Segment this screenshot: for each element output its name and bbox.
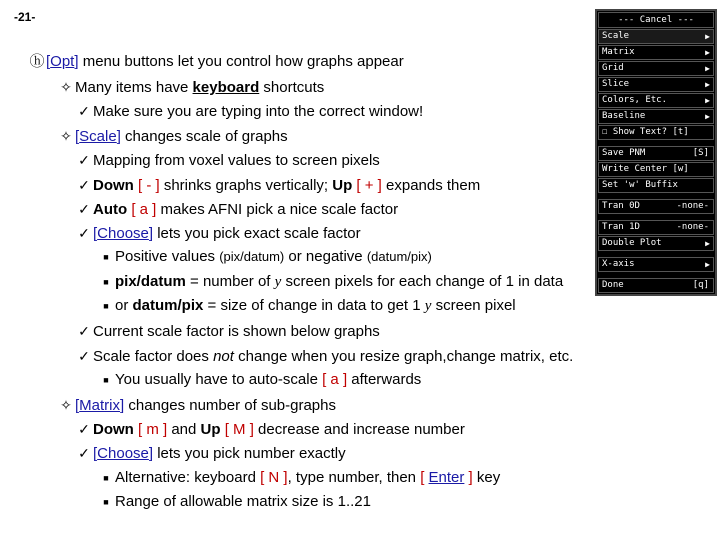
triangle-right-icon: ▶ — [705, 112, 710, 121]
bullet-pix-datum: ■ pix/datum = number of y screen pixels for each change of 1 in data — [97, 272, 563, 292]
bullet-alternative: ■ Alternative: keyboard [ N ], type number, then [ Enter ] key — [97, 468, 500, 488]
dot-bullet-icon: ■ — [103, 375, 109, 386]
bullet-correct-window: ✓ Make sure you are typing into the correct window! — [75, 101, 423, 122]
triangle-right-icon: ▶ — [705, 64, 710, 73]
opt-menu — [595, 9, 717, 296]
menu-item-matrix[interactable]: Matrix ▶ — [598, 45, 714, 60]
menu-item-show-text[interactable]: ☐ Show Text? [t] — [598, 125, 714, 140]
triangle-right-icon: ▶ — [705, 32, 710, 41]
triangle-right-icon: ▶ — [705, 260, 710, 269]
bullet-auto-scale: ■ You usually have to auto-scale [ a ] afterwards — [97, 370, 421, 390]
menu-item-tran-0d[interactable]: Tran 0D -none- — [598, 199, 714, 214]
triangle-right-icon: ▶ — [705, 48, 710, 57]
triangle-right-icon: ▶ — [705, 239, 710, 248]
bullet-mapping: ✓ Mapping from voxel values to screen pixels — [75, 150, 380, 171]
bullet-current-scale: ✓ Current scale factor is shown below graphs — [75, 321, 380, 342]
opt-button-ref: Opt — [50, 53, 75, 70]
dot-bullet-icon: ■ — [103, 473, 109, 484]
menu-item-colors[interactable]: Colors, Etc. ▶ — [598, 93, 714, 108]
check-bullet-icon: ✓ — [78, 225, 90, 241]
bullet-down-up: ✓ Down [ - ] shrinks graphs vertically; Up [ + ] expands them — [75, 175, 480, 196]
dot-bullet-icon: ■ — [103, 277, 109, 288]
check-bullet-icon: ✓ — [78, 152, 90, 168]
bullet-matrix-down-up: ✓ Down [ m ] and Up [ M ] decrease and increase number — [75, 419, 465, 440]
diamond-bullet-icon: ✧ — [60, 128, 72, 144]
bullet-opt-menu: ⓗ [Opt] menu buttons let you control how graphs appear — [29, 53, 404, 70]
menu-item-x-axis[interactable]: X-axis ▶ — [598, 257, 714, 272]
menu-item-double-plot[interactable]: Double Plot ▶ — [598, 236, 714, 251]
diamond-bullet-icon: ✧ — [60, 79, 72, 95]
menu-item-write-center[interactable]: Write Center [w] — [598, 162, 714, 177]
menu-item-scale[interactable]: Scale ▶ — [598, 29, 714, 44]
check-bullet-icon: ✓ — [78, 421, 90, 437]
menu-item-baseline[interactable]: Baseline ▶ — [598, 109, 714, 124]
menu-item-tran-1d[interactable]: Tran 1D -none- — [598, 220, 714, 235]
triangle-right-icon: ▶ — [705, 96, 710, 105]
bullet-scale-not-change: ✓ Scale factor does not change when you resize graph,change matrix, etc. — [75, 346, 573, 367]
check-bullet-icon: ✓ — [78, 177, 90, 193]
menu-item-set-w-buffix[interactable]: Set 'w' Buffix — [598, 178, 714, 193]
diamond-bullet-icon: ✧ — [60, 397, 72, 413]
bullet-keyboard: ✧ Many items have keyboard shortcuts — [57, 77, 324, 98]
dot-bullet-icon: ■ — [103, 252, 109, 263]
slide-number: -21- — [14, 10, 36, 24]
menu-item-save-pnm[interactable]: Save PNM [S] — [598, 146, 714, 161]
triangle-right-icon: ▶ — [705, 80, 710, 89]
bullet-positive-negative: ■ Positive values (pix/datum) or negative (datum/pix) — [97, 247, 432, 267]
menu-cancel[interactable]: --- Cancel --- — [598, 12, 714, 28]
bullet-matrix: ✧ [Matrix] changes number of sub-graphs — [57, 395, 336, 416]
menu-item-grid[interactable]: Grid ▶ — [598, 61, 714, 76]
dot-bullet-icon: ■ — [103, 497, 109, 508]
bullet-choose-scale: ✓ [Choose] lets you pick exact scale factor — [75, 223, 361, 244]
check-bullet-icon: ✓ — [78, 103, 90, 119]
bullet-range: ■ Range of allowable matrix size is 1..21 — [97, 492, 371, 512]
menu-item-done[interactable]: Done [q] — [598, 278, 714, 293]
check-bullet-icon: ✓ — [78, 323, 90, 339]
bullet-icon: ⓗ — [29, 53, 45, 70]
menu-item-slice[interactable]: Slice ▶ — [598, 77, 714, 92]
check-bullet-icon: ✓ — [78, 445, 90, 461]
dot-bullet-icon: ■ — [103, 301, 109, 312]
bullet-auto: ✓ Auto [ a ] makes AFNI pick a nice scale factor — [75, 199, 398, 220]
bullet-scale: ✧ [Scale] changes scale of graphs — [57, 126, 288, 147]
check-bullet-icon: ✓ — [78, 348, 90, 364]
check-bullet-icon: ✓ — [78, 201, 90, 217]
bullet-choose-matrix: ✓ [Choose] lets you pick number exactly — [75, 443, 346, 464]
bullet-datum-pix: ■ or datum/pix = size of change in data to get 1 y screen pixel — [97, 296, 516, 316]
